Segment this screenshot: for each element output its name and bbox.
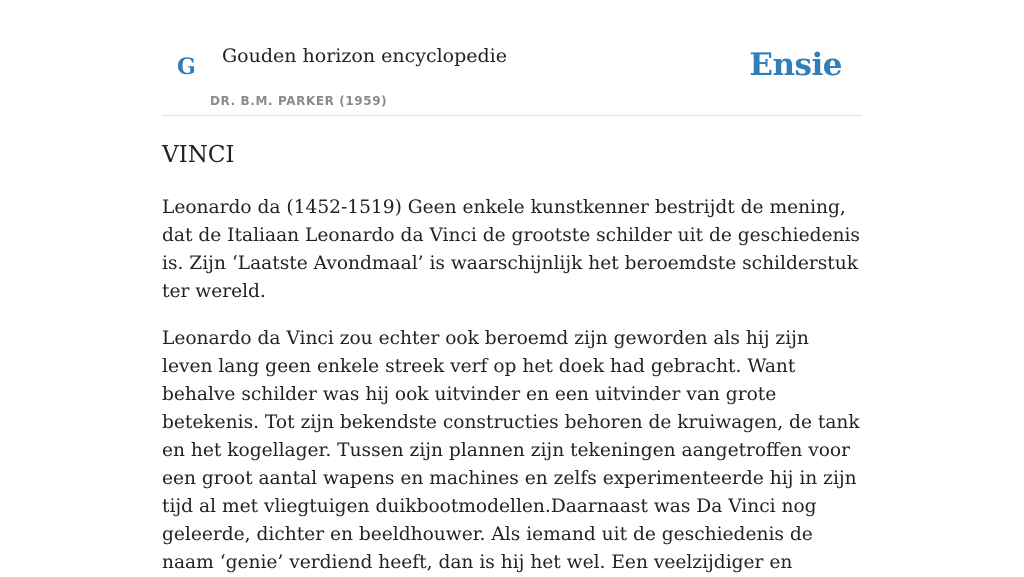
entry-paragraph: Leonardo da (1452-1519) Geen enkele kunstkenner bestrijdt de mening, dat de Italiaan Leonardo da Vinci de grootste schilder uit de geschiedenis is. Zijn ‘Laatste Avondmaal’ is waarschijnlijk het beroemdste schilderstuk ter wereld. (162, 196, 860, 302)
entry-body (162, 194, 862, 577)
book-author: DR. B.M. PARKER (1959) (210, 94, 388, 108)
brand-logo[interactable]: Ensie (749, 47, 842, 83)
page (162, 0, 862, 573)
entry-paragraph: Leonardo da Vinci zou echter ook beroemd zijn geworden als hij zijn leven lang geen enkele streek verf op het doek had gebracht. Want behalve schilder was hij ook uitvinder en een uitvinder van grote betekenis. Tot zijn bekendste constructies behoren de kruiwagen, de tank en het kogellager. Tussen zijn plannen zijn tekeningen aangetroffen voor een groot aantal wapens en machines en zelfs experimenteerde hij in zijn tijd al met vliegtuigen duikbootmodellen.Daarnaast was Da Vinci nog geleerde, dichter en beeldhouwer. Als iemand uit de geschiedenis de naam ‘genie’ verdiend heeft, dan is hij het wel. Een veelzijdiger en (162, 327, 860, 573)
book-title[interactable]: Gouden horizon encyclopedie (222, 45, 507, 67)
entry-title: VINCI (162, 142, 235, 168)
header (162, 0, 862, 116)
book-badge-icon[interactable]: G (177, 54, 196, 80)
